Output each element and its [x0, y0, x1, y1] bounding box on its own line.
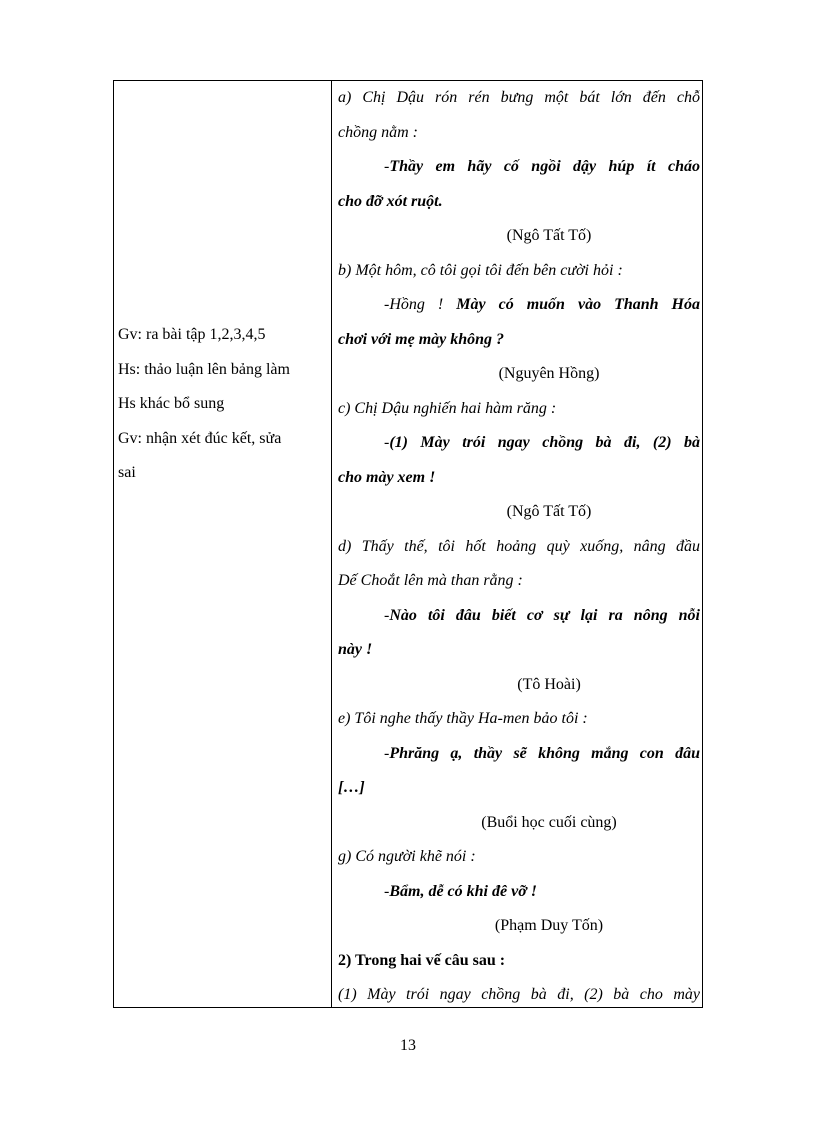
exercise-d-line-1: d) Thấy thế, tôi hốt hoảng quỳ xuống, nâng đầu — [338, 537, 700, 555]
quote-bold: Thầy em hãy cố ngồi dậy húp ít cháo — [389, 158, 700, 175]
quote-bold: Bẩm, dễ có khi đê vỡ ! — [389, 882, 538, 900]
exercise-a-line-2: chồng nằm : — [338, 123, 418, 141]
page-number: 13 — [400, 1037, 416, 1054]
column-divider — [331, 81, 332, 1007]
exercise-a-line-1: a) Chị Dậu rón rén bưng một bát lớn đến chỗ — [338, 89, 700, 106]
left-line-4: Gv: nhận xét đúc kết, sửa — [118, 429, 282, 447]
exercise-g-line-2 — [338, 875, 700, 910]
dash: - — [384, 606, 390, 624]
exercise-a-line-3 — [338, 150, 700, 185]
exercise-b-line-1: b) Một hôm, cô tôi gọi tôi đến bên cười hỏi : — [338, 261, 623, 279]
dash: - — [384, 744, 390, 762]
exercise-2-heading: 2) Trong hai vế câu sau : — [338, 951, 506, 969]
exercise-c-line-2 — [338, 426, 700, 461]
left-line-1: Gv: ra bài tập 1,2,3,4,5 — [118, 326, 266, 343]
quote-italic: -Hồng ! — [384, 296, 457, 313]
content-table — [113, 80, 703, 1008]
exercise-e-line-1: e) Tôi nghe thấy thầy Ha-men bảo tôi : — [338, 710, 588, 727]
teacher-activity-column — [118, 318, 323, 491]
quote-bold: Mày có muốn vào Thanh Hóa — [456, 296, 701, 313]
exercise-d-line-3 — [338, 599, 700, 634]
exercise-a-source: (Ngô Tất Tố) — [506, 227, 592, 244]
exercise-b-line-3: chơi với mẹ mày không ? — [338, 330, 505, 348]
exercise-e-line-2 — [338, 737, 700, 772]
exercise-d-source: (Tô Hoài) — [517, 675, 581, 693]
dash: - — [384, 882, 390, 900]
exercise-column — [338, 81, 700, 1013]
exercise-a-line-4: cho đỡ xót ruột. — [338, 192, 443, 210]
dash: - — [384, 434, 390, 451]
exercise-2-line-1: (1) Mày trói ngay chồng bà đi, (2) bà cho mày — [338, 986, 700, 1003]
exercise-e-line-3: […] — [338, 779, 365, 796]
exercise-g-line-1: g) Có người khẽ nói : — [338, 848, 476, 865]
quote-bold: (1) Mày trói ngay chồng bà đi, (2) bà — [389, 434, 700, 451]
left-line-5: sai — [118, 464, 136, 481]
exercise-b-source: (Nguyên Hồng) — [498, 365, 600, 382]
exercise-c-line-1: c) Chị Dậu nghiến hai hàm răng : — [338, 399, 557, 417]
exercise-g-source: (Phạm Duy Tốn) — [494, 917, 604, 934]
dash: - — [384, 158, 390, 175]
exercise-c-source: (Ngô Tất Tố) — [506, 503, 592, 520]
exercise-c-line-3: cho mày xem ! — [338, 468, 436, 486]
exercise-d-line-2: Dế Choắt lên mà than rằng : — [338, 572, 523, 589]
quote-bold: Phrăng ạ, thầy sẽ không mắng con đâu — [389, 744, 700, 762]
left-line-3: Hs khác bổ sung — [118, 395, 225, 412]
exercise-d-line-4: này ! — [338, 641, 373, 658]
quote-bold: Nào tôi đâu biết cơ sự lại ra nông nỗi — [389, 606, 700, 624]
left-line-2: Hs: thảo luận lên bảng làm — [118, 360, 290, 378]
exercise-e-source: (Buổi học cuối cùng) — [481, 813, 617, 831]
exercise-b-line-2 — [338, 288, 700, 323]
